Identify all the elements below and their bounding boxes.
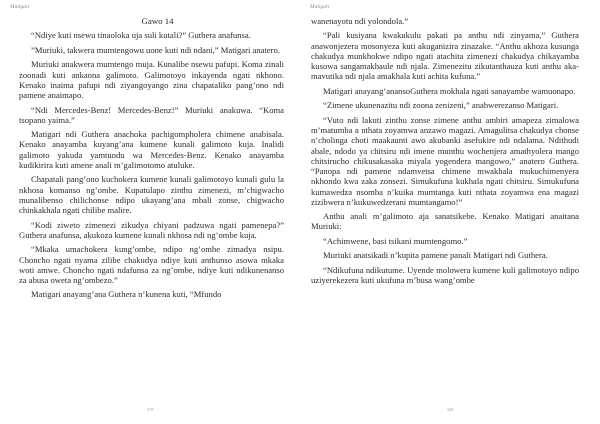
paragraph: Anthu anali m’galimoto aja sanatsikebe. Kenako Matigari anaitana Muriuki: <box>311 211 579 232</box>
page-number: 320 <box>446 407 454 412</box>
paragraph: “Mkaka umachokera kung’ombe, ndipo ng’ombe zimadya nsipu. Choncho ngati nyama zilibe chakudya ndiye kuti anthunso asowa mkaka woti amwe. Choncho ngati ndafunsa za ng’ombe, ndiye kuti ndikunenanso za abusa oweta ng’ombezo.” <box>19 244 284 285</box>
page-number: 319 <box>146 407 154 412</box>
paragraph: “Pali kusiyana kwakukulu pakati pa anthu ndi zinyama,” Guthera anawonjezera mosonyeza kuti akuganizira zinazake. “Anthu akhoza kusunga chakudya munkhokwe ndipo ngati atachita zimenezi chakudya chikayamba kusowa sangamakhaule ndi njala. Zimenezitu zikutanthauza kuti anthu akamavutika ndi njala amakhala kuti achita kufuna.” <box>311 30 579 82</box>
paragraph: ”Muriuki, takwera mumtengowu uone kuti ndi ndani,” Matigari anatero. <box>31 44 280 55</box>
running-header: Matigari <box>10 4 30 10</box>
paragraph: “Ndikufuna ndikutume. Uyende molowera kumene kuli galimotoyo ndipo uziyerekezera kuti ukufuna m’busa wang’ombe <box>311 264 579 285</box>
paragraph: Matigari ndi Guthera anachoka pachigompholera chimene anabisala. Kenako anayamba kuyang’ana kumene kunali galimoto kuja. Inalidi galimoto yakuda yamtundu wa Mercedes-Benz. Kenako anayamba kudikirira kuti amene anali m’galimotomo atuluke. <box>19 129 284 170</box>
paragraph: “Zimene ukunenazitu ndi zoona zenizeni,” anabwerezanso Matigari. <box>323 100 559 111</box>
paragraph: “Ndi Mercedes-Benz! Mercedes-Benz!” Muriuki anakuwa. “Koma tsopano yaima.” <box>19 104 284 125</box>
paragraph: “Kodi ziweto zimenezi zikudya chiyani padzuwa ngati pamenepa?” Guthera anafunsa, akukoza kumene kunali nkhosa ndi ng’ombe kuja. <box>19 219 284 240</box>
page-body <box>19 16 284 304</box>
paragraph: Matigari anayang’anansoGuthera mokhala ngati sanayambe wamuonapo. <box>323 85 576 96</box>
chapter-title: Gawo 14 <box>141 16 174 26</box>
paragraph: Matigari anayang’ana Guthera n’kunena kuti, “Mfundo <box>31 289 222 300</box>
page-body <box>311 16 579 289</box>
paragraph: Muriuki anatsikadi n’kupita pamene panali Matigari ndi Guthera. <box>323 250 548 261</box>
paragraph: Chapatali pang’ono kuchokera kumene kunali galimotoyo kunali gulu la nkhosa komanso ng’ombe. Kupatulapo zinthu zimenezi, m’chigwacho munalibenso chilichonse ndipo ukayang’ana mbali zonse, chigwacho chinkakhala ngati chilibe malire. <box>19 174 284 216</box>
right-page <box>300 0 600 424</box>
running-header: Matigari <box>310 4 330 10</box>
paragraph: Muriuki anakwera mumtengo muja. Kunalibe nsewu pafupi. Koma zinali zoonadi kuti ankaona galimoto. Galimotoyo inkayenda ngati nkhono. Kenako inaima pafupi ndi ziyangoyango zina chapataliko pang’ono ndi pamene anaimapo. <box>19 59 284 101</box>
paragraph: “Ndiye kuti nsewu tinaoloka uja suli kutali?” Guthera anafunsa. <box>31 30 251 41</box>
paragraph: “Vuto ndi lakuti zinthu zonse zimene anthu ambiri amapeza zimalowa m’matumba a nthata zoyamwa anzawo magazi. Amagulitsa chakudya chonse n’cholinga choti maakaunti awo akubanki asefukire ndi ndalama. Ndithudi abale, ndodo ya chitsiru ndi imene munthu wochenjera amathyolera mango chitsirucho chikusakasaka miyala yogendera mangowo,” anatero Guthera. “Panopa ndi pamene ndamvetsa chimene mwakhala mukuchimenyera nkhondo kwa zaka zonsezi. Simukufuna kukhala ngati chitsiru. Simukufuna kumawedza nsomba n’kuika mumtanga kuti nthata zoyamwa ena magazi zizibwera n’kukuwedzerani mumtangamo!” <box>311 114 579 207</box>
paragraph-continuation: wanenayotu ndi yolondola.” <box>311 16 409 26</box>
paragraph: “Achimwene, basi tsikani mumtengomo.” <box>323 235 468 246</box>
